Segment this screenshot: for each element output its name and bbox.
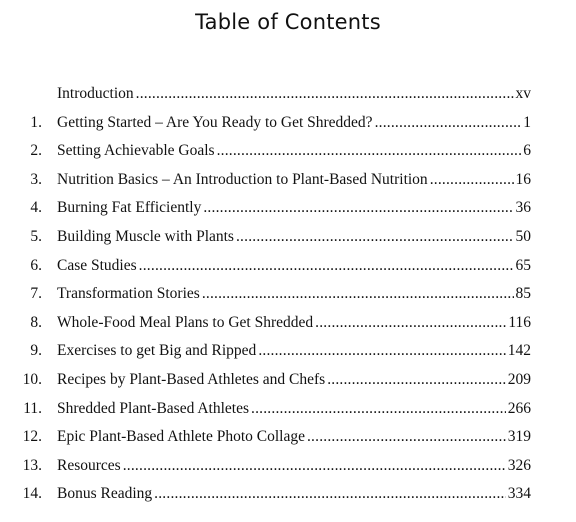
- dot-leader: [258, 337, 505, 365]
- dot-leader: [307, 423, 506, 451]
- toc-entry-14[interactable]: [0, 480, 576, 508]
- toc-entry-page: 1: [523, 113, 531, 131]
- toc-entry-title: Shredded Plant-Based Athletes: [57, 399, 249, 417]
- toc-entry-6[interactable]: [0, 252, 576, 280]
- dot-leader: [430, 166, 514, 194]
- dot-leader: [136, 80, 514, 108]
- toc-entry-1[interactable]: [0, 109, 576, 137]
- toc-entry-7[interactable]: [0, 280, 576, 308]
- toc-entry-number: 9.: [30, 342, 42, 360]
- toc-entry-title: Case Studies: [57, 256, 137, 274]
- toc-entry-title: Transformation Stories: [57, 285, 200, 303]
- toc-entry-number: 1.: [30, 113, 42, 131]
- toc-entry-3[interactable]: [0, 166, 576, 194]
- toc-entry-title: Exercises to get Big and Ripped: [57, 342, 257, 360]
- toc-entry-page: 36: [515, 199, 531, 217]
- dot-leader: [315, 309, 506, 337]
- toc-entry-page: 334: [507, 485, 531, 503]
- toc-entry-title: Resources: [57, 456, 121, 474]
- toc-entry-title: Building Muscle with Plants: [57, 228, 234, 245]
- toc-entry-page: 266: [507, 399, 531, 417]
- toc-entry-10[interactable]: [0, 366, 576, 394]
- toc-entry-2[interactable]: [0, 137, 576, 165]
- toc-entry-page: 142: [507, 342, 531, 360]
- toc-entry-page: 16: [515, 170, 531, 188]
- toc-entry-page: 50: [515, 228, 531, 245]
- toc-entry-number: 2.: [30, 142, 42, 160]
- toc-entry-page: 6: [523, 142, 531, 160]
- toc-entry-page: 326: [507, 456, 531, 474]
- dot-leader: [139, 252, 514, 280]
- toc-entry-title: Epic Plant-Based Athlete Photo Collage: [57, 428, 305, 446]
- dot-leader: [236, 223, 514, 251]
- toc-entry-page: 209: [507, 371, 531, 388]
- toc-entry-page: 116: [508, 313, 531, 331]
- toc-entry-number: 11.: [23, 399, 42, 417]
- dot-leader: [375, 109, 522, 137]
- toc-entry-number: 6.: [30, 256, 42, 274]
- toc-entry-number: 7.: [30, 285, 42, 303]
- toc-entry-page: 85: [515, 285, 531, 303]
- dot-leader: [217, 137, 522, 165]
- dot-leader: [202, 280, 514, 308]
- toc-entry-11[interactable]: [0, 395, 576, 423]
- toc-entry-title: Whole-Food Meal Plans to Get Shredded: [57, 313, 314, 331]
- toc-entry-title: Nutrition Basics – An Introduction to Plant-Based Nutrition: [57, 170, 428, 188]
- toc-entry-12[interactable]: [0, 423, 576, 451]
- toc-entry-page: 65: [515, 256, 531, 274]
- toc-entry-9[interactable]: [0, 337, 576, 365]
- toc-entry-title: Introduction: [57, 85, 134, 102]
- toc-entry-title: Bonus Reading: [57, 485, 153, 503]
- toc-entry-number: 12.: [22, 428, 42, 446]
- dot-leader: [123, 452, 506, 480]
- toc-entry-number: 14.: [22, 485, 42, 503]
- toc-entry-title: Burning Fat Efficiently: [57, 199, 202, 217]
- toc-entry-number: 4.: [30, 199, 42, 217]
- toc-entry-number: 13.: [22, 456, 42, 474]
- dot-leader: [327, 366, 506, 394]
- toc-entry-8[interactable]: [0, 309, 576, 337]
- toc-entry-5[interactable]: [0, 223, 576, 251]
- dot-leader: [154, 480, 506, 508]
- toc-entry-number: 3.: [30, 170, 42, 188]
- toc-entry-page: xv: [515, 85, 531, 102]
- toc-entry-number: 8.: [30, 313, 42, 331]
- dot-leader: [203, 194, 513, 222]
- toc-entry-title: Setting Achievable Goals: [57, 142, 215, 160]
- dot-leader: [251, 395, 506, 423]
- toc-entry-4[interactable]: [0, 194, 576, 222]
- page-title: Table of Contents: [195, 10, 381, 34]
- toc-entry-page: 319: [507, 428, 531, 446]
- toc-entry-number: 10.: [22, 371, 42, 388]
- toc-entry-introduction[interactable]: [0, 80, 576, 108]
- toc-entry-13[interactable]: [0, 452, 576, 480]
- toc-entry-title: Recipes by Plant-Based Athletes and Chefs: [57, 371, 326, 388]
- toc-entry-number: 5.: [30, 228, 42, 245]
- toc-entry-title: Getting Started – Are You Ready to Get Shredded?: [57, 113, 373, 131]
